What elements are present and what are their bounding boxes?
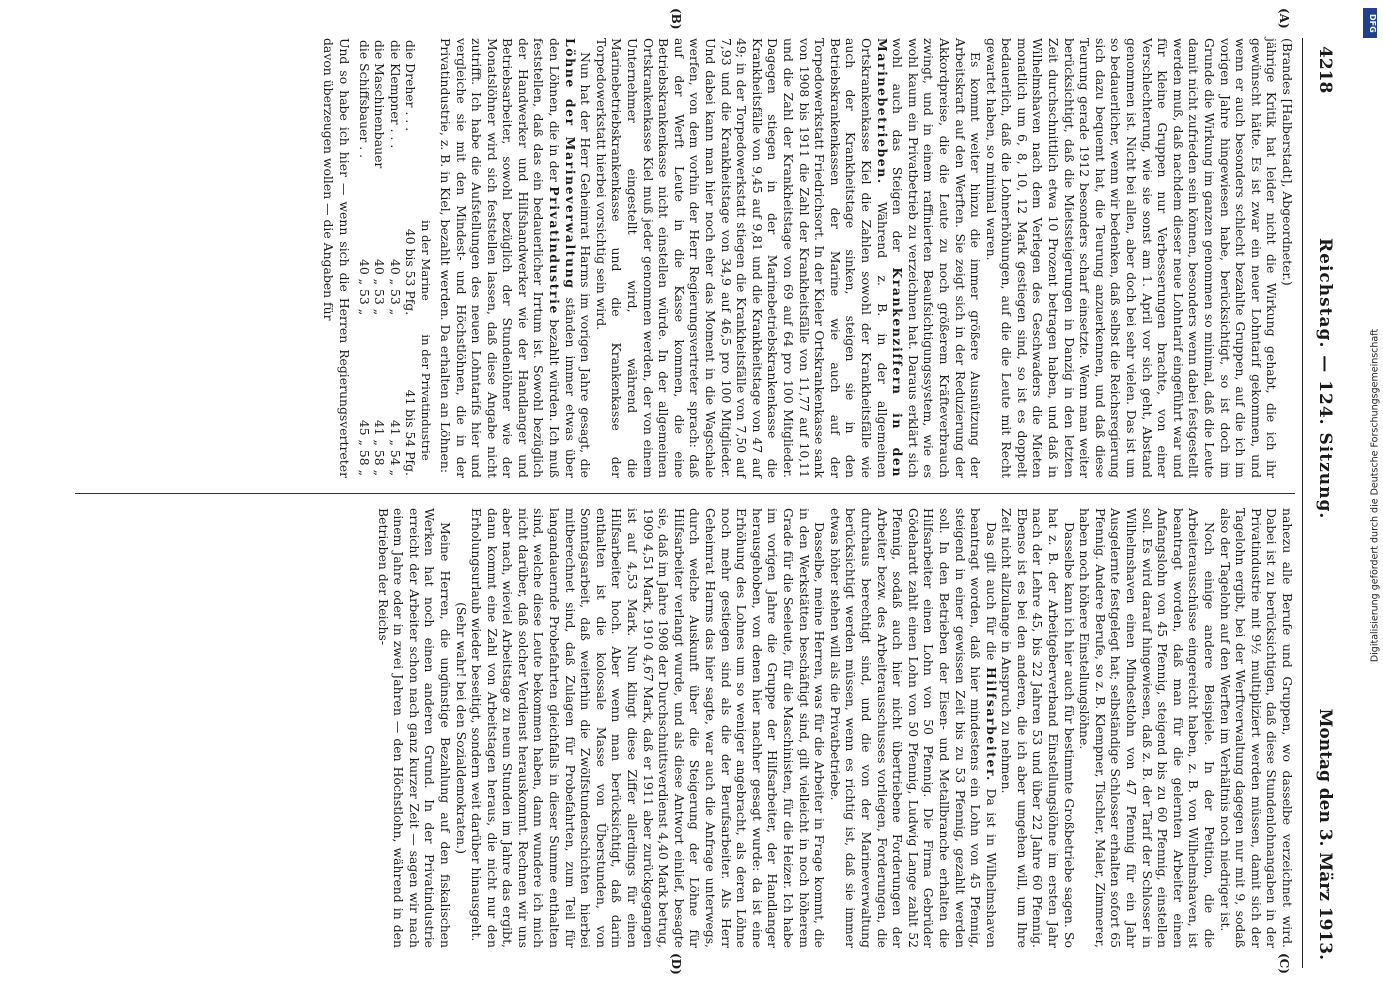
wage-who: die Klempner . . . — [387, 40, 403, 149]
paragraph: Dasselbe kann ich hier auch für bestimmte Großbetriebe sagen. So hat z. B. der Arbeitgeberverband Einstellungslöhne im ersten Jahr nach der Lehre 45, bis 22 Jahren 53 und über 22 Jahre 60 Pfennig. Ebenso ist es bei den anderen, die ich aber umgehen will, um Ihre Zeit nicht allzulange in Anspruch zu nehmen. — [999, 508, 1077, 948]
wage-marine: 40 „ 53 „ — [387, 258, 403, 316]
table-row — [356, 38, 372, 478]
wage-marine: 40 „ 53 „ — [372, 258, 388, 316]
paragraph: Und so habe ich hier — wenn sich die Herren Regierungsvertreter davon überzeugen wollen — die Angaben für — [321, 38, 352, 478]
emphasis: Hilfsarbeiter. — [983, 666, 999, 782]
paragraph: Es kommt weiter hinzu die immer größere Ausnützung der Arbeitskraft auf den Werften. Sie zeigt sich in der Reduzierung der Akkordpreise, die die Leute zu noch größerem Kräfteverbrauch zwingt, und in einem raffinierten Beaufsichtigungssystem, wie es wohl kaum ein Privatbetrieb zu verzeichnen hat. Daraus erklärt sich wohl auch das Steigen der Krankenziffern in den Marinebetrieben. Während z. B. in der allgemeinen Ortskrankenkasse Kiel die Zahlen sowohl der Krankheitsfälle wie auch der Krankheitstage sinken, steigen sie in den Betriebskrankenkassen der Marine wie auch auf der Torpedowerkstatt Friedrichsort. In der Kieler Ortskrankenkasse sank von 1908 bis 1911 die Zahl der Krankheitsfälle von 11,77 auf 10,11 und die Zahl der Krankheitstage von 69 auf 64 pro 100 Mitglieder. Dagegen stiegen in der Marinebetriebskrankenkasse die Krankheitsfälle von 9,45 auf 9,81 und die Krankheitstage von 47 auf 49; in der Torpedowerkstatt stiegen die Krankheitsfälle von 7,50 auf 7,93 und die Krankheitstage von 34,9 auf 46,5 pro 100 Mitglieder. Und dabei kann man hier noch eher das Moment in die Wagschale werfen, von dem vorhin der Herr Regierungsvertreter sprach: daß auf der Werft Leute in die Kasse kommen, die eine Betriebskrankenkasse nicht einstellen würde. In der allgemeinen Ortskrankenkasse Kiel muß jeder genommen werden, der von einem Unternehmer eingestellt wird, während die Marinebetriebskrankenkasse und die Krankenkasse der Torpedowerkstatt hierbei vorsichtig sein wird. — [593, 38, 984, 478]
margin-mark-d: (D) — [669, 953, 683, 975]
wage-marine: 40 bis 53 Pfg. — [403, 228, 419, 316]
wage-who: die Schiffsbauer . . — [356, 40, 372, 159]
left-column — [321, 38, 1295, 478]
wage-private: 41 bis 54 Pfg. — [403, 389, 419, 476]
column-header: in der Marine — [419, 220, 434, 301]
page-number: 4218 — [1315, 46, 1335, 94]
paragraph: nahezu alle Berufe und Gruppen, wo dasselbe verzeichnet wird. Dabei ist zu berücksichtigen, daß diese Stundenlohnangaben in der Privatindustrie mit 9½ multipliziert werden müssen, damit sich der Tagelohn ergibt, bei der Werftverwaltung dagegen nur mit 9, sodaß also der Tagelohn auf den Werften im Verhältnis noch niedriger ist. — [1217, 508, 1295, 948]
wage-who: die Dreher . . . — [403, 40, 419, 132]
wage-who: die Maschinenbauer — [372, 40, 388, 169]
header-title-right: Montag den 3. März 1913. — [1315, 708, 1335, 960]
emphasis: Löhne der Marineverwaltung — [562, 38, 578, 290]
dfg-logo: DFG — [1363, 8, 1377, 38]
paragraph: jährige Kritik hat leider nicht die Wirkung gehabt, die ich ihr gewünscht hätte. Es ist zwar ein neuer Lohntarif gekommen, und wenn er auch besonders schlecht bezahlte Gruppen, auf die ich im vorigen Jahre hingewiesen habe, berücksichtigt, so ist doch im Grunde die Wirkung im ganzen genommen so minimal, daß die Leute damit nicht zufrieden sein können, besonders wenn dabei festgestellt werden muß, daß nachdem dieser neue Lohntarif eingeführt war und für kleine Gruppen nur Verbesserungen brachte, von einer Verschlechterung, wie sie sonst am 1. April vor sich geht, Abstand genommen ist. Nicht bei allen, aber doch bei sehr vielen. Das ist um so bedauerlicher, wenn wir bedenken, daß selbst die Reichsregierung sich dazu bequemt hat, die Teurung anzuerkennen, und daß diese Teurung gerade 1912 besonders scharf einsetzte. Wenn man weiter berücksichtigt, daß die Mietssteigerungen in Danzig in den letzten Zeit durchschnittlich etwa 10 Prozent betragen haben, und daß in Wilhelmshaven nach dem Verlegen des Geschwaders die Mieten monatlich um 6, 8, 10, 12 Mark gestiegen sind, so ist es doppelt bedauerlich, daß die Lohnerhöhungen, auf die die Leute mit Recht gewartet haben, so minimal waren. — [983, 38, 1280, 478]
paragraph: Nun hat der Herr Geheimrat Harms im vorigen Jahre gesagt, die Löhne der Marineverwaltung ständen immer etwas über den Löhnen, die in der Privatindustrie bezahlt würden. Ich muß feststellen, daß das ein bedauerlicher Irrtum ist. Sowohl bezüglich der Handwerker und Hilfshandwerker wie der Handlanger und Betriebsarbeiter, sowohl bezüglich der Stundenlöhner wie der Monatslöhner wird sich feststellen lassen, daß diese Angabe nicht zutrifft. Ich habe die Aufstellungen des neuen Lohntarifs hier und vergleiche sie mit den Mindest- und Höchstlöhnen, die in der Privatindustrie, z. B. in Kiel, bezahlt werden. Da erhalten an Löhnen: — [437, 38, 594, 478]
paragraph: Das gilt auch für die Hilfsarbeiter. Da ist in Wilhelmshaven beantragt worden, daß hier mindestens ein Lohn von 45 Pfennig, steigend in einer gewissen Zeit bis zu 53 Pfennig, gezahlt werden soll. In den Betrieben der Eisen- und Metallbranche erhalten die Hilfsarbeiter einen Lohn von 50 Pfennig. Die Firma Gebrüder Gödehardt zahlt einen Lohn von 50 Pfennig, Ludwig Lange zahlt 52 Pfennig, sodaß auch hier nicht übertriebene Forderungen der Arbeiter bezw. des Arbeiterausschusses vorliegen, Forderungen, die durchaus berechtigt sind, und die von der Marineverwaltung berücksichtigt werden müssen, wenn es richtig ist, daß sie immer etwas höher stehen will als die Privatbetriebe. — [827, 508, 999, 948]
wage-private: 45 „ 58 „ — [356, 419, 372, 476]
wage-marine: 40 „ 53 „ — [356, 258, 372, 316]
paragraph: Meine Herren, die ungünstige Bezahlung auf den fiskalischen Werken hat noch einen anderen Grund. In der Privatindustrie erreicht der Arbeiter schon nach ganz kurzer Zeit — sagen wir nach einem Jahre oder in zwei Jahren — den Höchstlohn, während in den Betrieben der Reichs- — [375, 508, 453, 948]
margin-mark-c: (C) — [1277, 953, 1291, 974]
column-header: in der Privatindustrie — [419, 334, 434, 461]
table-row — [403, 38, 419, 478]
header-title-left: Reichstag. — 124. Sitzung. — [1315, 238, 1335, 520]
speaker-note: (Brandes [Halberstadt], Abgeordneter.) — [1280, 38, 1295, 286]
page-content — [63, 8, 1343, 975]
margin-mark-a: (A) — [1277, 8, 1291, 29]
paragraph: Dasselbe, meine Herren, was für die Arbeiter in Frage kommt, die in den Werkstätten beschäftigt sind, gilt vielleicht in noch höherem Grade für die Seeleute, für die Maschinisten, für die Heizer. Ich habe im vorigen Jahre die Gruppe der Hilfsarbeiter, der Handlanger herausgehoben, von denen hier nachher gesagt wurde: da ist eine Erhöhung des Lohnes um so weniger angebracht, als deren Löhne noch mehr gestiegen sind als die der Berufsarbeiter. Als Herr Geheimrat Harms das hier sagte, war auch die Anfrage unterwegs, durch welche Auskunft über die Steigerung der Löhne für Hilfsarbeiter verlangt wurde, und als diese Antwort einlief, besagte sie, daß im Jahre 1908 der Durchschnittsverdienst 4,40 Mark betrug, 1909 4,51 Mark, 1910 4,67 Mark, daß er 1911 aber zurückgegangen ist auf 4,53 Mark. Nun klingt diese Ziffer allerdings für einen Hilfsarbeiter hoch. Aber wenn man berücksichtigt, daß darin enthalten ist die kolossale Masse von Überstunden, von Sonntagsarbeit, daß weiterhin die Zwölfstundenschichten hierbei mitberechnet sind, daß Zulagen für Probefahrten, zum Teil für langandauernde Probefahrten gleichfalls in dieser Summe enthalten sind, welche diese Leute bekommen haben, dann wundere ich mich nicht darüber, daß solcher Verdienst herauskommt. Rechnen wir uns aber nach, wieviel Arbeitstage zu neun Stunden im Jahre das ergibt, dann kommt eine Zahl von Arbeitstagen heraus, die nicht nur den Erholungsurlaub wieder beseitigt, sondern weit darüber hinausgeht. — [469, 508, 828, 948]
table-header-row — [418, 38, 433, 478]
column-divider — [75, 493, 1295, 494]
page-header — [1302, 38, 1343, 968]
paragraph: Noch einige andere Beispiele. In der Petition, die die Arbeiterausschüsse eingereicht haben, z. B. von Wilhelmshaven, ist beantragt worden, daß man für die gelernten Arbeiter einen Anfangslohn von 45 Pfennig, steigend bis zu 60 Pfennig, einstellen soll. Es wird darauf hingewiesen, daß z. B. der Tarif der Schlosser in Wilhelmshaven einen Mindestlohn von 47 Pfennig für ein Jahr Ausgelernte festgelegt hat; selbständige Schlosser erhalten sofort 65 Pfennig. Andere Berufe, so z. B. Klempner, Tischler, Maler, Zimmerer, haben noch höhere Einstellungslöhne. — [1077, 508, 1218, 948]
wage-table — [356, 38, 433, 478]
interjection: (Sehr wahr! bei den Sozialdemokraten.) — [453, 602, 469, 854]
right-column — [375, 508, 1295, 948]
table-row — [372, 38, 388, 478]
wage-private: 41 „ 54 „ — [387, 419, 403, 476]
margin-mark-b: (B) — [669, 8, 683, 30]
digitization-credit: Digitalisierung gefördert durch die Deutsche Forschungsgemeinschaft — [1369, 328, 1381, 663]
wage-private: 41 „ 58 „ — [372, 419, 388, 476]
table-row — [387, 38, 403, 478]
emphasis: Krankenziffern in den Marinebetrieben. — [874, 38, 906, 478]
emphasis: Privatindustrie — [547, 186, 563, 315]
